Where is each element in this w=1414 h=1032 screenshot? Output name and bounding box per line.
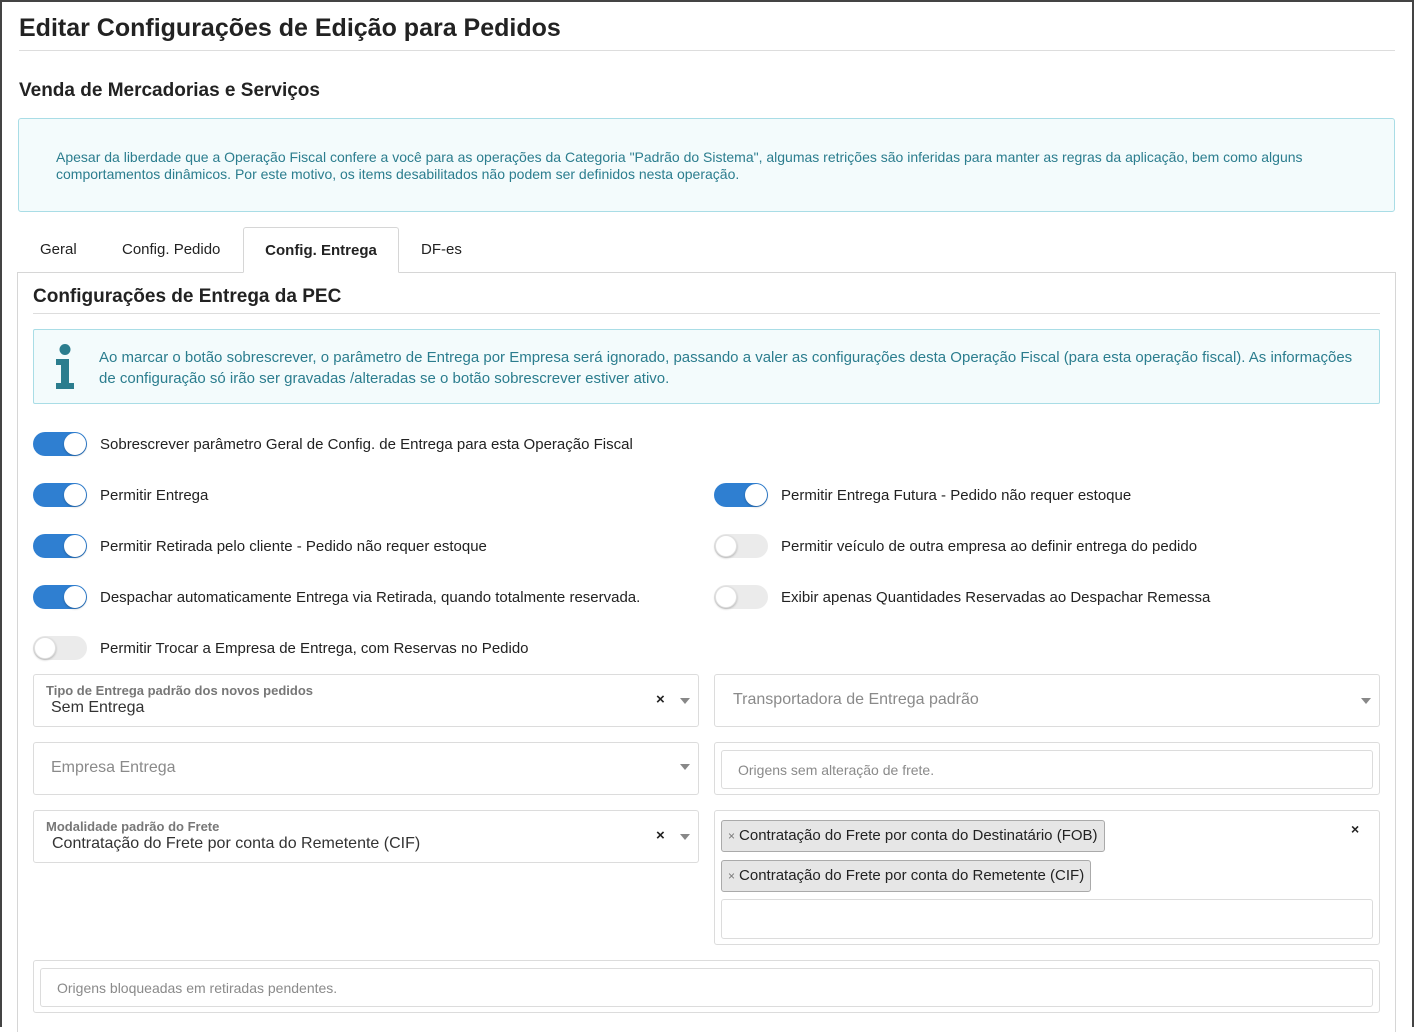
- auto-dispatch-switch[interactable]: [33, 585, 87, 609]
- tab-geral[interactable]: Geral: [40, 241, 77, 258]
- clear-all-icon[interactable]: ×: [1351, 821, 1360, 837]
- clear-icon[interactable]: ×: [656, 827, 665, 844]
- delivery-type-select[interactable]: [33, 674, 699, 727]
- clear-icon[interactable]: ×: [656, 691, 665, 708]
- info-text: Ao marcar o botão sobrescrever, o parâmetro de Entrega por Empresa será ignorado, passando a valer as configurações desta Operação Fiscal (para esta operação fiscal). As informações de configuração só irão ser gravadas /alteradas se o botão sobrescrever estiver ativo.: [99, 349, 1353, 387]
- tab-df-es[interactable]: DF-es: [421, 241, 462, 258]
- info-icon: [54, 344, 76, 390]
- switch-knob: [34, 637, 56, 659]
- info-alert: [33, 329, 1380, 404]
- chip-remove-icon[interactable]: ×: [728, 869, 736, 883]
- origins-no-freight-input[interactable]: [721, 750, 1373, 789]
- carrier-placeholder: Transportadora de Entrega padrão: [733, 691, 979, 708]
- override-label: Sobrescrever parâmetro Geral de Config. de Entrega para esta Operação Fiscal: [100, 435, 633, 453]
- delivery-type-caption: Tipo de Entrega padrão dos novos pedidos: [46, 683, 314, 698]
- reserved-only-switch[interactable]: [714, 585, 768, 609]
- title-divider: [19, 50, 1395, 51]
- toggle-row-reserved-only: [714, 585, 1210, 609]
- chevron-down-icon[interactable]: [680, 764, 690, 770]
- chevron-down-icon[interactable]: [1361, 698, 1371, 704]
- freight-mode-search-input[interactable]: [721, 899, 1373, 939]
- delivery-type-value: Sem Entrega: [51, 699, 145, 716]
- toggle-row-pickup: [33, 534, 487, 558]
- freight-mode-multiselect: [714, 810, 1380, 945]
- tab-config-pedido[interactable]: Config. Pedido: [122, 241, 221, 258]
- blocked-origins-box: [33, 960, 1380, 1013]
- toggle-row-future-delivery: [714, 483, 1131, 507]
- chip-cif-label: Contratação do Frete por conta do Remetente (CIF): [739, 867, 1085, 884]
- toggle-row-allow-delivery: [33, 483, 208, 507]
- origins-no-freight-box: [714, 742, 1380, 795]
- switch-knob: [64, 484, 86, 506]
- toggle-row-change-company: [33, 636, 529, 660]
- switch-knob: [745, 484, 767, 506]
- reserved-only-label: Exibir apenas Quantidades Reservadas ao Despachar Remessa: [781, 588, 1211, 606]
- chevron-down-icon[interactable]: [680, 698, 690, 704]
- override-switch[interactable]: [33, 432, 87, 456]
- allow-delivery-switch[interactable]: [33, 483, 87, 507]
- delivery-company-placeholder: Empresa Entrega: [51, 759, 176, 776]
- chip-cif: [721, 860, 1091, 892]
- notice-text: Apesar da liberdade que a Operação Fiscal confere a você para as operações da Categoria "Padrão do Sistema", algumas retrições são inferidas para manter as regras da aplicação, bem como alguns comportamentos dinâmicos. Por este motivo, os items desabilitados não podem ser definidos nesta operação.: [56, 149, 1303, 182]
- page-title: Editar Configurações de Edição para Pedidos: [19, 14, 561, 42]
- panel-title: Configurações de Entrega da PEC: [33, 286, 342, 307]
- other-vehicle-label: Permitir veículo de outra empresa ao definir entrega do pedido: [781, 537, 1198, 555]
- future-delivery-switch[interactable]: [714, 483, 768, 507]
- switch-knob: [64, 535, 86, 557]
- freight-mode-value: Contratação do Frete por conta do Remetente (CIF): [52, 835, 421, 852]
- change-company-switch[interactable]: [33, 636, 87, 660]
- carrier-select[interactable]: [714, 674, 1380, 727]
- switch-knob: [715, 535, 737, 557]
- switch-knob: [64, 433, 86, 455]
- freight-mode-select[interactable]: [33, 810, 699, 863]
- blocked-origins-placeholder: Origens bloqueadas em retiradas pendentes.: [57, 979, 338, 996]
- freight-mode-caption: Modalidade padrão do Frete: [46, 819, 220, 834]
- blocked-origins-input[interactable]: [40, 968, 1373, 1007]
- delivery-company-select[interactable]: [33, 742, 699, 795]
- pickup-label: Permitir Retirada pelo cliente - Pedido não requer estoque: [100, 537, 487, 555]
- toggle-row-override: [33, 432, 633, 456]
- toggle-row-other-vehicle: [714, 534, 1197, 558]
- allow-delivery-label: Permitir Entrega: [100, 486, 209, 504]
- notice-alert: [18, 118, 1395, 212]
- panel-divider: [33, 313, 1380, 314]
- switch-knob: [715, 586, 737, 608]
- change-company-label: Permitir Trocar a Empresa de Entrega, com Reservas no Pedido: [100, 639, 529, 657]
- chip-fob: [721, 820, 1105, 852]
- other-vehicle-switch[interactable]: [714, 534, 768, 558]
- section-title: Venda de Mercadorias e Serviços: [19, 80, 320, 101]
- pickup-switch[interactable]: [33, 534, 87, 558]
- switch-knob: [64, 586, 86, 608]
- auto-dispatch-label: Despachar automaticamente Entrega via Retirada, quando totalmente reservada.: [100, 588, 641, 606]
- origins-no-freight-placeholder: Origens sem alteração de frete.: [738, 761, 935, 778]
- toggle-row-auto-dispatch: [33, 585, 640, 609]
- chip-remove-icon[interactable]: ×: [728, 829, 736, 843]
- chip-fob-label: Contratação do Frete por conta do Destinatário (FOB): [739, 827, 1098, 844]
- future-delivery-label: Permitir Entrega Futura - Pedido não requer estoque: [781, 486, 1132, 504]
- chevron-down-icon[interactable]: [680, 834, 690, 840]
- tab-config-entrega[interactable]: Config. Entrega: [243, 227, 399, 273]
